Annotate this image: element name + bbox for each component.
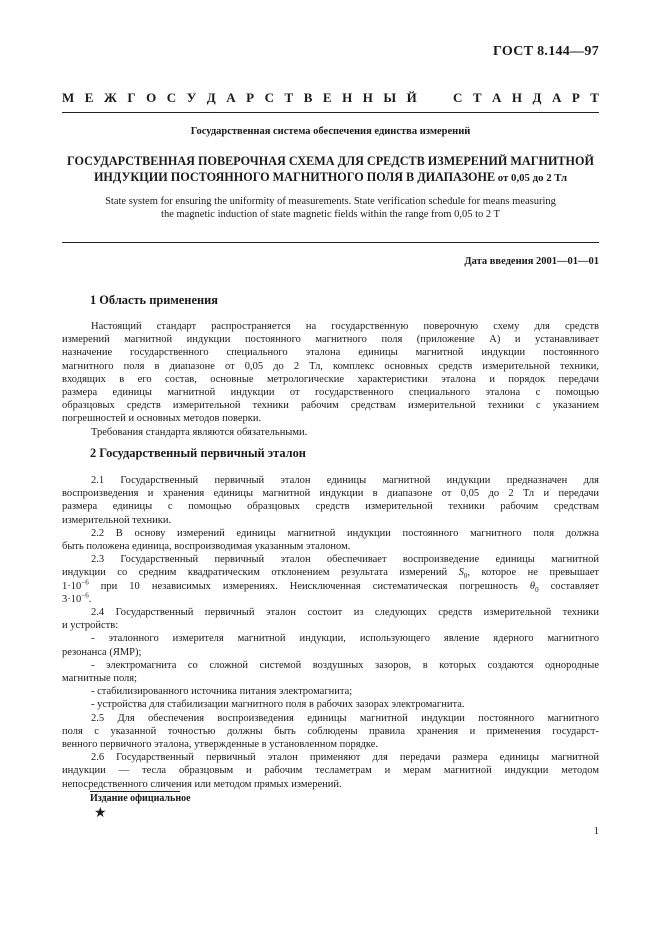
- banner-letter: Ы: [383, 90, 397, 105]
- symbol-theta: θ: [529, 580, 536, 592]
- para-2-5-line: венного первичного эталона, утвержденные в установленном порядке.: [62, 739, 379, 751]
- banner-letter: Н: [362, 90, 373, 105]
- banner-letter: О: [146, 90, 157, 105]
- banner-letter: Д: [206, 90, 216, 105]
- banner-letter: Т: [284, 90, 294, 105]
- system-title: Государственная система обеспечения единства измерений: [190, 126, 471, 137]
- para-2-2-line: быть положена единица, воспроизводимая указанным эталоном.: [62, 541, 351, 553]
- banner-letter: А: [226, 90, 236, 105]
- text: 3·10: [62, 593, 82, 605]
- banner-letter: А: [551, 90, 562, 105]
- text: при 10 независимых измерениях. Неисключенная систематическая погрешность: [88, 580, 530, 592]
- superscript: −6: [81, 591, 89, 600]
- page-number: 1: [593, 826, 599, 837]
- official-edition-label: Издание официальное: [90, 793, 191, 804]
- para-2-3-line: 2.3 Государственный первичный эталон обеспечивает воспроизведение единицы магнитной: [91, 554, 599, 566]
- banner-letter: Р: [571, 90, 580, 105]
- banner-letter: Г: [127, 90, 136, 105]
- list-item-line: - устройства для стабилизации магнитного поля в рабочих зазорах электромагнита.: [91, 699, 465, 711]
- section-1-body: [62, 320, 599, 439]
- para-2-4-line: 2.4 Государственный первичный эталон состоит из следующих средств измерительной техники: [91, 607, 599, 619]
- superscript: −6: [81, 578, 89, 587]
- introduction-date: Дата введения 2001—01—01: [464, 256, 599, 267]
- banner-letter: Т: [472, 90, 482, 105]
- banner-letter: Т: [590, 90, 599, 105]
- english-title-line-2: the magnetic induction of state magnetic fields within the range from 0,05 to 2 T: [161, 209, 500, 220]
- banner-letter: Н: [511, 90, 523, 105]
- banner-letter: А: [492, 90, 502, 105]
- para-2-1-line: измерительной техники.: [62, 514, 172, 526]
- section-1-line: размера единицы магнитной индукции от государственного специального эталона с помощью: [62, 387, 599, 399]
- list-item-line: магнитные поля;: [62, 673, 138, 685]
- para-2-6-line: 2.6 Государственный первичный эталон применяют для передачи размера единицы магнитной: [91, 752, 599, 764]
- para-2-3-line: [62, 580, 599, 593]
- section-1-line: погрешностей и основных методов поверки.: [62, 413, 262, 425]
- list-item-line: - электромагнита со сложной системой воздушных зазоров, в которых создаются однородные: [91, 659, 599, 671]
- section-2-heading: 2 Государственный первичный эталон: [90, 446, 306, 460]
- para-2-1-line: воспроизведения и хранения единицы магнитной индукции в диапазоне от 0,05 до 2 Тл и передачи: [62, 488, 599, 500]
- banner-letter: Й: [406, 90, 417, 105]
- banner-letter: Р: [246, 90, 255, 105]
- subscript: 0: [463, 572, 468, 581]
- list-item-line: - эталонного измерителя магнитной индукции, использующего явление ядерного магнитного: [91, 633, 599, 645]
- section-1-line: образцовых средств измерительной техники рабочим средствам измерительной техники с указанием: [62, 400, 599, 412]
- footer-rule: [90, 791, 180, 792]
- banner-letter: Ж: [103, 90, 117, 105]
- banner-letter: У: [186, 90, 197, 105]
- para-2-3-line: [62, 593, 599, 606]
- banner-letter: М: [62, 90, 75, 105]
- banner-letter: Е: [84, 90, 94, 105]
- list-item-line: резонанса (ЯМР);: [62, 646, 142, 658]
- section-1-line: измерений магнитной индукции постоянного магнитного поля (приложение А) и устанавливает: [62, 334, 599, 346]
- text: , которое не превышает: [467, 567, 599, 579]
- text: 1·10: [62, 580, 82, 592]
- title-rule: [62, 242, 599, 243]
- section-2-body: [62, 474, 599, 791]
- text: индукции со средним квадратическим отклонением результата измерений: [62, 567, 459, 579]
- standard-type-banner: [62, 90, 599, 106]
- section-1-line: входящих в его состав, основные метрологические характеристики эталона и порядок передачи: [62, 373, 599, 385]
- para-2-4-line: и устройств:: [62, 620, 119, 632]
- para-2-6-line: непосредственного сличения или методом прямых измерений.: [62, 778, 342, 790]
- para-2-5-line: поля с указанной точностью должны быть соблюдены правила хранения и применения государст-: [62, 725, 599, 737]
- header-rule: [62, 112, 599, 113]
- banner-letter: С: [166, 90, 177, 105]
- title-line-2-range: от 0,05 до 2 Тл: [495, 172, 568, 184]
- symbol-s: S: [458, 567, 464, 579]
- section-1-line: Настоящий стандарт распространяется на государственную поверочную схему для средств: [91, 321, 599, 332]
- section-1-heading: 1 Область применения: [90, 293, 218, 307]
- para-2-2-line: 2.2 В основу измерений единицы магнитной индукции постоянного магнитного поля должна: [91, 527, 599, 539]
- para-2-5-line: 2.5 Для обеспечения воспроизведения единицы магнитной индукции постоянного магнитного: [91, 712, 599, 724]
- banner-letter: Е: [322, 90, 332, 105]
- list-item-line: - стабилизированного источника питания электромагнита;: [91, 686, 353, 698]
- banner-letter: В: [303, 90, 313, 105]
- section-1-line: магнитного поля в диапазоне от 0,05 до 2 Тл, комплекс основных средств измерительной техники,: [62, 360, 599, 372]
- para-2-1-line: размера единицы с помощью образцовых средств измерительной техники рабочим средствам: [62, 501, 599, 513]
- text: .: [88, 593, 92, 605]
- para-2-1-line: 2.1 Государственный первичный эталон единицы магнитной индукции предназначен для: [91, 475, 599, 486]
- title-line-2-main: ИНДУКЦИИ ПОСТОЯННОГО МАГНИТНОГО ПОЛЯ В ДИАПАЗОНЕ: [93, 170, 496, 184]
- section-1-line: Требования стандарта являются обязательными.: [91, 426, 308, 438]
- section-1-line: назначение государственного специального эталона единицы магнитной индукции постоянного: [62, 347, 599, 359]
- standard-code: ГОСТ 8.144—97: [493, 44, 599, 59]
- document-title: [62, 153, 599, 186]
- subscript: 0: [535, 585, 539, 594]
- banner-letter: Д: [532, 90, 542, 105]
- para-2-6-line: индукции — тесла образцовым и рабочим тесламетрам и мерам магнитной индукции методом: [62, 765, 599, 777]
- banner-letter: С: [264, 90, 274, 105]
- english-title: [62, 195, 599, 221]
- banner-word-standard: [453, 90, 599, 106]
- banner-word-interstate: [62, 90, 417, 106]
- star-icon: ★: [94, 805, 107, 821]
- english-title-line-1: State system for ensuring the uniformity of measurements. State verification schedule for means measuring: [105, 196, 556, 207]
- title-line-1: ГОСУДАРСТВЕННАЯ ПОВЕРОЧНАЯ СХЕМА ДЛЯ СРЕДСТВ ИЗМЕРЕНИЙ МАГНИТНОЙ: [67, 154, 594, 168]
- para-2-3-line: [62, 566, 599, 579]
- banner-letter: С: [453, 90, 463, 105]
- banner-letter: Н: [342, 90, 353, 105]
- text: составляет: [538, 580, 599, 592]
- title-line-2: [62, 169, 599, 186]
